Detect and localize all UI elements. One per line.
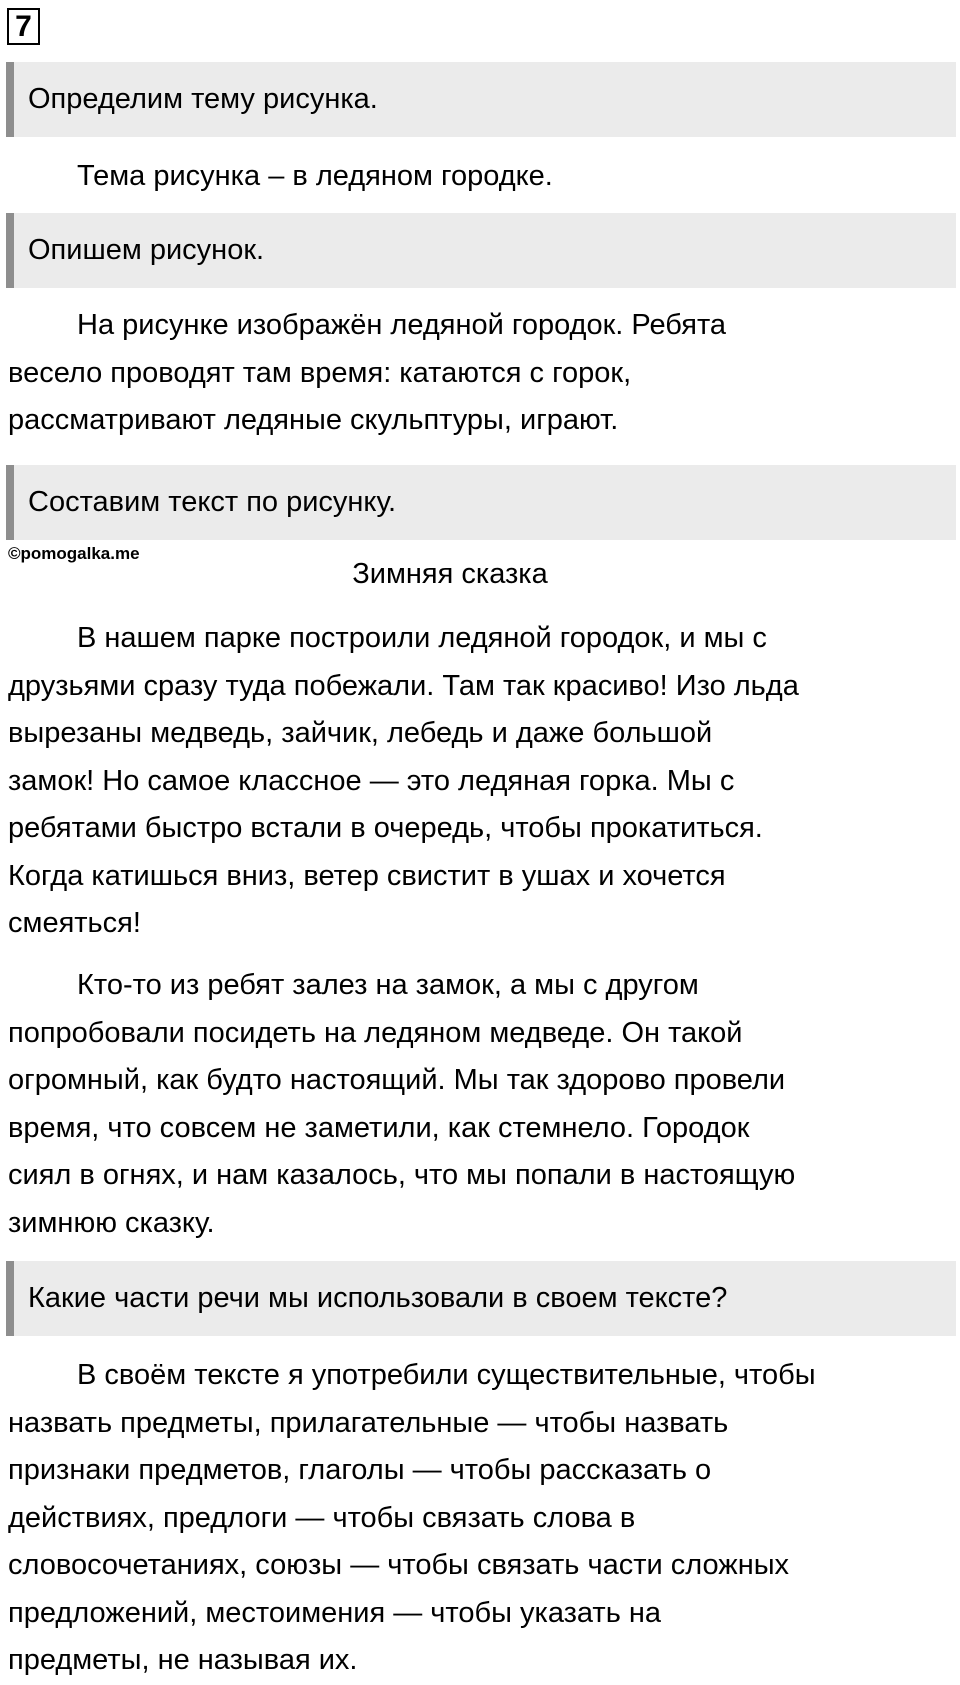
text-line: попробовали посидеть на ледяном медведе. Он такой [8, 1016, 743, 1049]
text-line: Тема рисунка – в ледяном городке. [77, 160, 553, 192]
text-line: вырезаны медведь, зайчик, лебедь и даже большой [8, 717, 713, 749]
text-line: смеяться! [8, 907, 141, 939]
text-line: сиял в огнях, и нам казалось, что мы попали в настоящую [8, 1159, 796, 1191]
question-heading-describe: Опишем рисунок. [6, 213, 956, 288]
text-line: время, что совсем не заметили, как стемнело. Городок [8, 1111, 750, 1144]
question-heading-compose: Составим текст по рисунку. [6, 465, 956, 540]
story-paragraph-2 [8, 962, 953, 1247]
text-line: замок! Но самое классное — это ледяная горка. Мы с [8, 764, 735, 797]
text-line: В нашем парке построили ледяной городок, и мы с [77, 622, 767, 654]
answer-parts-of-speech [8, 1352, 953, 1685]
text-line: ребятами быстро встали в очередь, чтобы прокатиться. [8, 812, 763, 844]
watermark-label: ©pomogalka.me [8, 544, 140, 563]
task-number-badge: 7 [7, 8, 40, 45]
story-title: Зимняя сказка [352, 558, 548, 590]
text-line: Кто-то из ребят залез на замок, а мы с другом [77, 969, 699, 1001]
text-line: рассматривают ледяные скульптуры, играют. [8, 404, 619, 436]
text-line: В своём тексте я употребили существительные, чтобы [77, 1359, 816, 1391]
text-line: предметы, не называя их. [8, 1644, 358, 1676]
text-line: назвать предметы, прилагательные — чтобы назвать [8, 1406, 729, 1439]
answer-description [8, 302, 953, 445]
question-heading-parts-of-speech: Какие части речи мы использовали в своем тексте? [6, 1261, 956, 1336]
text-line: признаки предметов, глаголы — чтобы рассказать о [8, 1454, 712, 1486]
text-line: предложений, местоимения — чтобы указать на [8, 1596, 662, 1629]
text-line: зимнюю сказку. [8, 1206, 215, 1239]
text-line: На рисунке изображён ледяной городок. Ребята [77, 309, 727, 341]
text-line: Когда катишься вниз, ветер свистит в ушах и хочется [8, 859, 726, 892]
text-line: словосочетаниях, союзы — чтобы связать части сложных [8, 1549, 790, 1581]
text-line: весело проводят там время: катаются с горок, [8, 356, 632, 389]
question-heading-topic: Определим тему рисунка. [6, 62, 956, 137]
text-line: действиях, предлоги — чтобы связать слова в [8, 1501, 636, 1534]
text-line: огромный, как будто настоящий. Мы так здорово провели [8, 1064, 786, 1096]
story-paragraph-1 [8, 615, 953, 948]
text-line: друзьями сразу туда побежали. Там так красиво! Изо льда [8, 669, 799, 702]
answer-topic [8, 153, 953, 201]
